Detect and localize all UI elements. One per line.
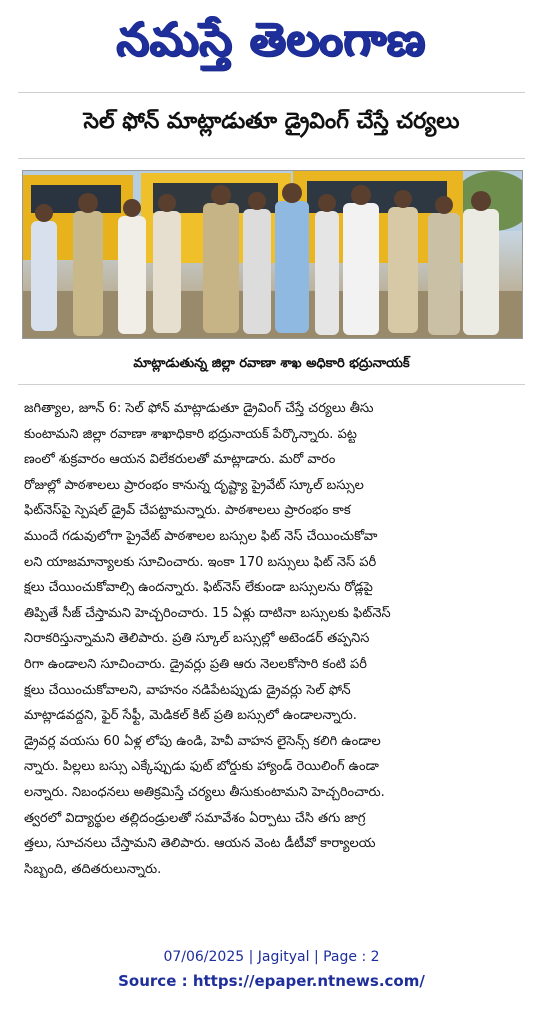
source-link[interactable]: Source : https://epaper.ntnews.com/ [118, 972, 425, 990]
masthead-title: నమస్తే తెలంగాణ [116, 12, 427, 66]
body-line: కుంటామని జిల్లా రవాణా శాఖాధికారి భద్రునాయక్‌ పేర్కొన్నారు. పట్ట [24, 426, 357, 442]
headline-divider [18, 158, 525, 159]
body-line: సిబ్బంది, తదితరులున్నారు. [24, 861, 162, 877]
body-line: న్నారు. పిల్లలు బస్సు ఎక్కేప్పుడు ఫుట్‌ బోర్డుకు హ్యాండ్‌ రెయిలింగ్‌ ఉండా [24, 759, 379, 775]
body-line: నిరాకరిస్తున్నామని తెలిపారు. ప్రతి స్కూల్‌ బస్సుల్లో అటెండర్‌ తప్పనిస [24, 631, 370, 647]
body-line: త్తలు, సూచనలు చేస్తామని తెలిపారు. ఆయన వెంట డీటీవో కార్యాలయ [24, 836, 376, 852]
body-line: ముందే గడువులోగా ప్రైవేట్‌ పాఠశాలల బస్సుల ఫిట్‌ నెస్‌ చేయించుకోవా [24, 528, 378, 544]
body-line: క్షలు చేయించుకోవాల్సి ఉందన్నారు. ఫిట్‌నెస్‌ లేకుండా బస్సులను రోడ్లపై [24, 580, 373, 596]
article-photo [22, 170, 523, 339]
body-line: రోజుల్లో పాఠశాలలు ప్రారంభం కానున్న దృష్ట్యా ప్రైవేట్‌ స్కూల్‌ బస్సుల [24, 477, 364, 493]
body-line: లని యాజమాన్యాలకు సూచించారు. ఇంకా 170 బస్సులు ఫిట్‌ నెస్‌ పరీ [24, 554, 377, 570]
article-body [24, 396, 520, 882]
article-headline: సెల్‌ ఫోన్‌ మాట్లాడుతూ డ్రైవింగ్‌ చేస్తే చర్యలు [83, 109, 460, 134]
masthead-divider [18, 92, 525, 93]
body-line: ఫిట్‌నెస్‌పై స్పెషల్‌ డ్రైవ్‌ చేపట్టామన్నారు. పాఠశాలలు ప్రారంభం కాక [24, 503, 351, 519]
body-line: తిప్పితే సీజ్‌ చేస్తామని హెచ్చరించారు. 15 ఏళ్లు దాటినా బస్సులకు ఫిట్‌నెస్‌ [24, 605, 391, 621]
body-line: జగిత్యాల, జూన్‌ 6: సెల్‌ ఫోన్‌ మాట్లాడుతూ డ్రైవింగ్‌ చేస్తే చర్యలు తీసు [24, 401, 374, 416]
body-line: క్షలు చేయించుకోవాలని, వాహనం నడిపేటప్పుడు డ్రైవర్లు సెల్‌ ఫోన్‌ [24, 682, 351, 698]
group-photo-illustration [23, 171, 522, 338]
caption-divider [18, 384, 525, 385]
photo-caption: మాట్లాడుతున్న జిల్లా రవాణా శాఖ అధికారి భద్రునాయక్‌ [133, 356, 410, 371]
body-line: ణంలో శుక్రవారం ఆయన విలేకరులతో మాట్లాడారు. మరో వారం [24, 452, 336, 468]
newspaper-masthead [0, 6, 543, 76]
body-line: త్వరలో విద్యార్థుల తల్లిదండ్రులతో సమావేశం ఏర్పాటు చేసి తగు జాగ్ర [24, 810, 366, 826]
body-line: మాట్లాడవద్దని, ఫైర్‌ సేఫ్టీ, మెడికల్‌ కిట్‌ ప్రతి బస్సులో ఉండాలన్నారు. [24, 708, 357, 724]
body-line: డ్రైవర్ల వయసు 60 ఏళ్ల లోపు ఉండి, హెవీ వాహన లైసెన్స్‌ కలిగి ఉండాల [24, 733, 381, 749]
body-line: రిగా ఉండాలని సూచించారు. డ్రైవర్లు ప్రతి ఆరు నెలలకోసారి కంటి పరీ [24, 656, 367, 672]
body-line: లన్నారు. నిబంధనలు అతిక్రమిస్తే చర్యలు తీసుకుంటామని హెచ్చరించారు. [24, 784, 385, 800]
edition-info: 07/06/2025 | Jagityal | Page : 2 [163, 949, 380, 965]
